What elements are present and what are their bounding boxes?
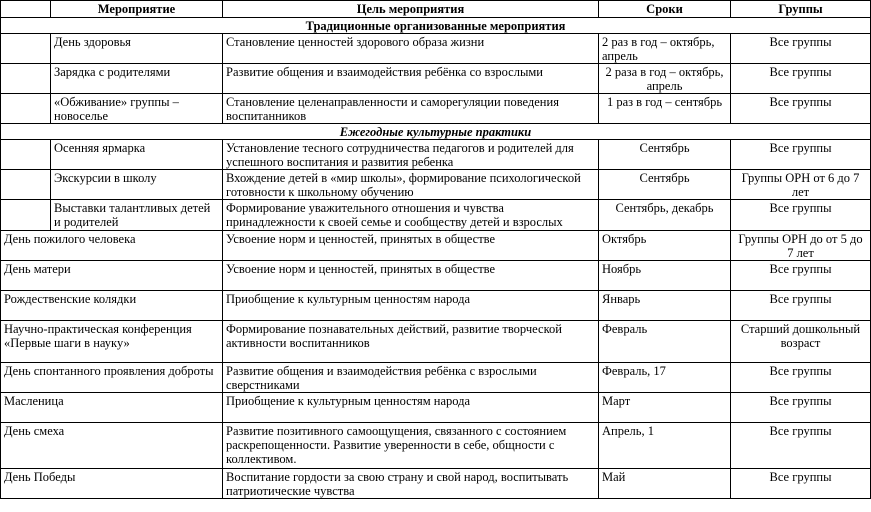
- term-cell: Март: [599, 393, 731, 423]
- section-title-traditional: Традиционные организованные мероприятия: [1, 18, 871, 34]
- event-cell: День матери: [1, 261, 223, 291]
- event-cell: Выставки талантливых детей и родителей: [51, 200, 223, 231]
- term-cell: Сентябрь: [599, 170, 731, 200]
- groups-cell: Все группы: [731, 261, 871, 291]
- term-cell: Май: [599, 469, 731, 499]
- section-title-annual: Ежегодные культурные практики: [1, 124, 871, 140]
- header-groups: Группы: [731, 1, 871, 18]
- table-row: [1, 231, 871, 261]
- goal-cell: Становление целенаправленности и саморегуляции поведения воспитанников: [223, 94, 599, 124]
- goal-cell: Формирование уважительного отношения и чувства принадлежности к своей семье и сообществу детей и взрослых: [223, 200, 599, 231]
- event-cell: День смеха: [1, 423, 223, 469]
- section-row: [1, 18, 871, 34]
- term-cell: Октябрь: [599, 231, 731, 261]
- event-cell: День здоровья: [51, 34, 223, 64]
- table-row: [1, 200, 871, 231]
- row-index-cell: [1, 140, 51, 170]
- event-cell: День спонтанного проявления доброты: [1, 363, 223, 393]
- table-row: [1, 64, 871, 94]
- event-cell: Научно-практическая конференция «Первые шаги в науку»: [1, 321, 223, 363]
- table-row: [1, 170, 871, 200]
- goal-cell: Приобщение к культурным ценностям народа: [223, 393, 599, 423]
- groups-cell: Все группы: [731, 423, 871, 469]
- row-index-cell: [1, 200, 51, 231]
- event-cell: День пожилого человека: [1, 231, 223, 261]
- term-cell: Январь: [599, 291, 731, 321]
- groups-cell: Старший дошкольный возраст: [731, 321, 871, 363]
- goal-cell: Усвоение норм и ценностей, принятых в обществе: [223, 231, 599, 261]
- header-term: Сроки: [599, 1, 731, 18]
- table-row: [1, 261, 871, 291]
- event-cell: «Обживание» группы – новоселье: [51, 94, 223, 124]
- goal-cell: Усвоение норм и ценностей, принятых в обществе: [223, 261, 599, 291]
- row-index-cell: [1, 170, 51, 200]
- term-cell: 2 раза в год – октябрь, апрель: [599, 64, 731, 94]
- goal-cell: Установление тесного сотрудничества педагогов и родителей для успешного воспитания и развития ребенка: [223, 140, 599, 170]
- term-cell: Ноябрь: [599, 261, 731, 291]
- groups-cell: Все группы: [731, 140, 871, 170]
- event-cell: Масленица: [1, 393, 223, 423]
- table-row: [1, 94, 871, 124]
- header-event: Мероприятие: [51, 1, 223, 18]
- table-row: [1, 469, 871, 499]
- goal-cell: Воспитание гордости за свою страну и свой народ, воспитывать патриотические чувства: [223, 469, 599, 499]
- event-cell: Экскурсии в школу: [51, 170, 223, 200]
- goal-cell: Развитие позитивного самоощущения, связанного с состоянием раскрепощенности. Развитие уверенности в себе, общности с коллективом.: [223, 423, 599, 469]
- goal-cell: Формирование познавательных действий, развитие творческой активности воспитанников: [223, 321, 599, 363]
- term-cell: Февраль, 17: [599, 363, 731, 393]
- term-cell: Апрель, 1: [599, 423, 731, 469]
- groups-cell: Группы ОРН до от 5 до 7 лет: [731, 231, 871, 261]
- term-cell: 2 раз в год – октябрь, апрель: [599, 34, 731, 64]
- groups-cell: Группы ОРН от 6 до 7 лет: [731, 170, 871, 200]
- groups-cell: Все группы: [731, 469, 871, 499]
- table-row: [1, 34, 871, 64]
- header-empty: [1, 1, 51, 18]
- event-cell: Рождественские колядки: [1, 291, 223, 321]
- term-cell: 1 раз в год – сентябрь: [599, 94, 731, 124]
- row-index-cell: [1, 34, 51, 64]
- goal-cell: Развитие общения и взаимодействия ребёнка со взрослыми: [223, 64, 599, 94]
- goal-cell: Вхождение детей в «мир школы», формирование психологической готовности к школьному обучению: [223, 170, 599, 200]
- table-row: [1, 321, 871, 363]
- header-goal: Цель мероприятия: [223, 1, 599, 18]
- event-cell: Зарядка с родителями: [51, 64, 223, 94]
- goal-cell: Развитие общения и взаимодействия ребёнка с взрослыми сверстниками: [223, 363, 599, 393]
- table-header-row: [1, 1, 871, 18]
- event-cell: День Победы: [1, 469, 223, 499]
- groups-cell: Все группы: [731, 291, 871, 321]
- row-index-cell: [1, 94, 51, 124]
- term-cell: Сентябрь: [599, 140, 731, 170]
- goal-cell: Становление ценностей здорового образа жизни: [223, 34, 599, 64]
- goal-cell: Приобщение к культурным ценностям народа: [223, 291, 599, 321]
- term-cell: Февраль: [599, 321, 731, 363]
- table-row: [1, 140, 871, 170]
- groups-cell: Все группы: [731, 200, 871, 231]
- table-row: [1, 291, 871, 321]
- groups-cell: Все группы: [731, 363, 871, 393]
- groups-cell: Все группы: [731, 94, 871, 124]
- table-row: [1, 393, 871, 423]
- event-cell: Осенняя ярмарка: [51, 140, 223, 170]
- groups-cell: Все группы: [731, 393, 871, 423]
- term-cell: Сентябрь, декабрь: [599, 200, 731, 231]
- row-index-cell: [1, 64, 51, 94]
- groups-cell: Все группы: [731, 34, 871, 64]
- section-row: [1, 124, 871, 140]
- table-row: [1, 423, 871, 469]
- table-row: [1, 363, 871, 393]
- groups-cell: Все группы: [731, 64, 871, 94]
